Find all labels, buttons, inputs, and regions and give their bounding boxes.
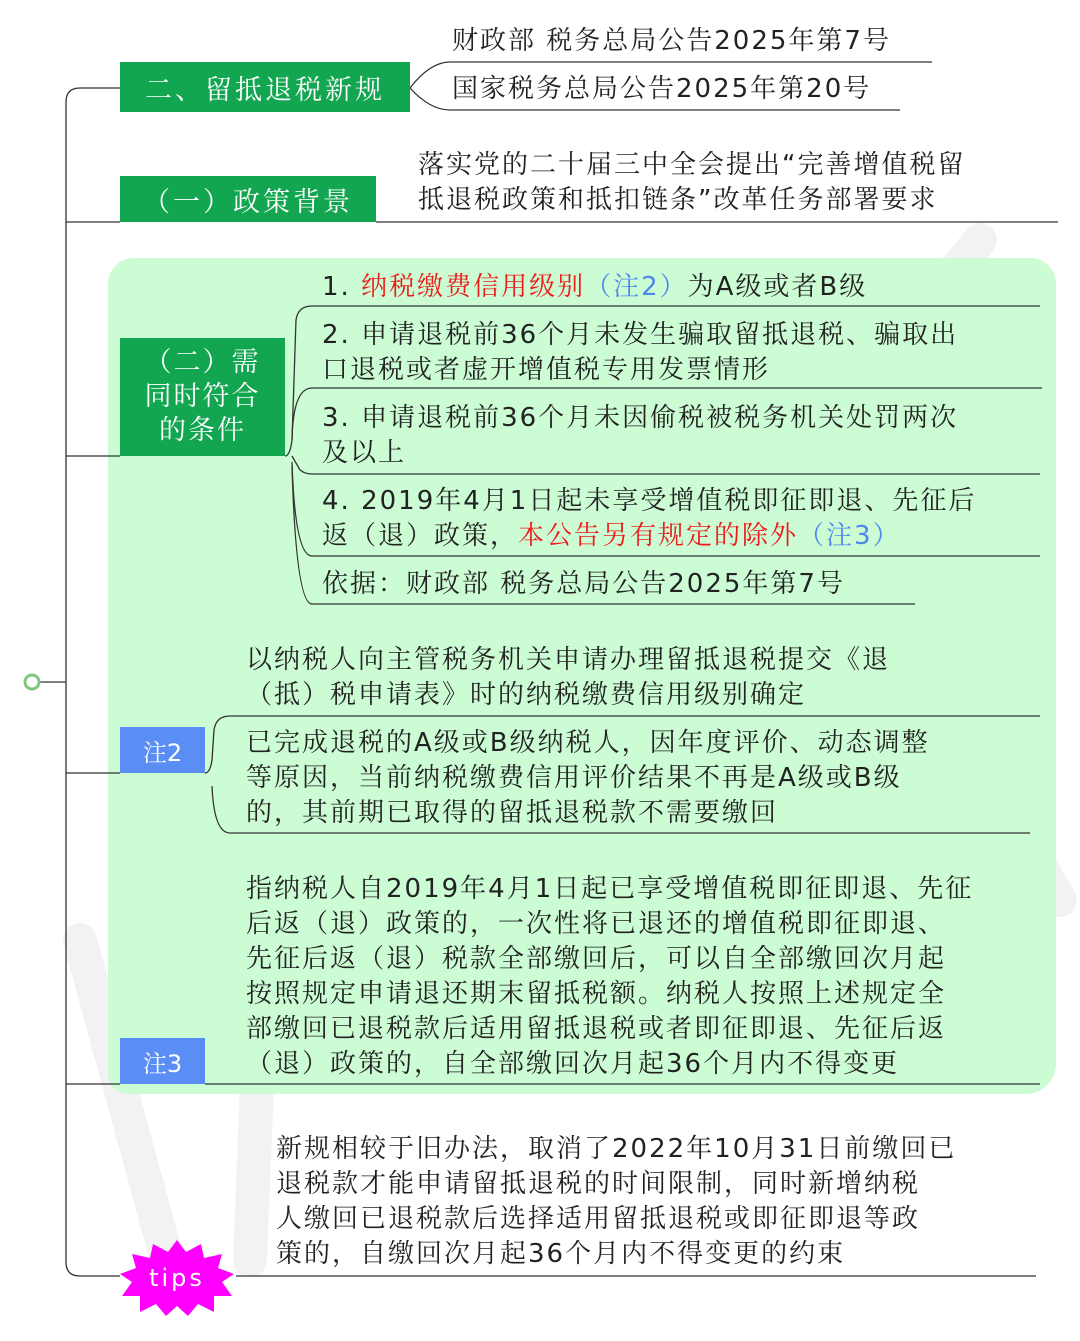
header-ref-2: 国家税务总局公告2025年第20号 — [452, 74, 872, 104]
tips-text-line-4: 策的，自缴回次月起36个月内不得变更的约束 — [276, 1239, 846, 1269]
root-node-icon[interactable] — [25, 675, 39, 689]
condition-1-suffix: 为A级或者B级 — [687, 272, 868, 302]
header-ref-1: 财政部 税务总局公告2025年第7号 — [452, 26, 891, 56]
conditions-label-line-3: 的条件 — [159, 415, 246, 446]
note3-text-line-3: 先征后返（退）税款全部缴回后，可以自全部缴回次月起 — [246, 944, 947, 974]
condition-4-note-link[interactable]: （注3） — [798, 521, 901, 551]
condition-item-3-line-2: 及以上 — [322, 438, 407, 468]
note3-text-line-4: 按照规定申请退还期末留抵税额。纳税人按照上述规定全 — [246, 979, 947, 1009]
conditions-basis: 依据：财政部 税务总局公告2025年第7号 — [322, 569, 845, 599]
note2-text2-line-3: 的，其前期已取得的留抵退税款不需要缴回 — [246, 798, 779, 828]
note2-text2-line-2: 等原因，当前纳税缴费信用评价结果不再是A级或B级 — [246, 763, 902, 793]
condition-4-highlight: 本公告另有规定的除外 — [518, 521, 799, 551]
note3-node[interactable]: 注3 — [120, 1038, 205, 1084]
condition-item-4-line-1: 4. 2019年4月1日起未享受增值税即征即退、先征后 — [322, 486, 977, 516]
conditions-node[interactable] — [120, 338, 285, 456]
condition-item-4-line-2 — [322, 519, 901, 554]
note2-text1-line-2: （抵）税申请表》时的纳税缴费信用级别确定 — [246, 680, 807, 710]
section-title[interactable]: 二、留抵退税新规 — [120, 62, 410, 112]
condition-item-1 — [322, 270, 867, 305]
background-text-line-2: 抵退税政策和抵扣链条”改革任务部署要求 — [418, 185, 938, 215]
note3-text-line-2: 后返（退）政策的，一次性将已退还的增值税即征即退、 — [246, 909, 947, 939]
tips-text-line-2: 退税款才能申请留抵退税的时间限制，同时新增纳税 — [276, 1169, 921, 1199]
condition-4-prefix: 返（退）政策， — [322, 521, 519, 551]
note3-text-line-6: （退）政策的，自全部缴回次月起36个月内不得变更 — [246, 1049, 900, 1079]
condition-1-note-link[interactable]: （注2） — [585, 272, 688, 302]
condition-1-prefix: 1. — [322, 272, 362, 302]
tips-text-line-1: 新规相较于旧办法，取消了2022年10月31日前缴回已 — [276, 1134, 957, 1164]
conditions-label-line-2: 同时符合 — [144, 381, 261, 412]
note2-text1-line-1: 以纳税人向主管税务机关申请办理留抵退税提交《退 — [246, 645, 891, 675]
tips-text-line-3: 人缴回已退税款后选择适用留抵退税或即征即退等政 — [276, 1204, 921, 1234]
note3-text-line-5: 部缴回已退税款后适用留抵退税或者即征即退、先征后返 — [246, 1014, 947, 1044]
policy-background-node[interactable]: （一）政策背景 — [120, 176, 376, 222]
note3-text-line-1: 指纳税人自2019年4月1日起已享受增值税即征即退、先征 — [246, 874, 974, 904]
note2-text2-line-1: 已完成退税的A级或B级纳税人，因年度评价、动态调整 — [246, 728, 930, 758]
note2-node[interactable]: 注2 — [120, 727, 205, 773]
condition-item-3-line-1: 3. 申请退税前36个月未因偷税被税务机关处罚两次 — [322, 403, 959, 433]
background-text-line-1: 落实党的二十届三中全会提出“完善增值税留 — [418, 150, 966, 180]
condition-1-highlight: 纳税缴费信用级别 — [361, 272, 586, 302]
tips-label: tips — [149, 1264, 205, 1292]
condition-item-2-line-1: 2. 申请退税前36个月未发生骗取留抵退税、骗取出 — [322, 320, 959, 350]
conditions-label-line-1: （二）需 — [144, 347, 261, 378]
condition-item-2-line-2: 口退税或者虚开增值税专用发票情形 — [322, 355, 771, 385]
